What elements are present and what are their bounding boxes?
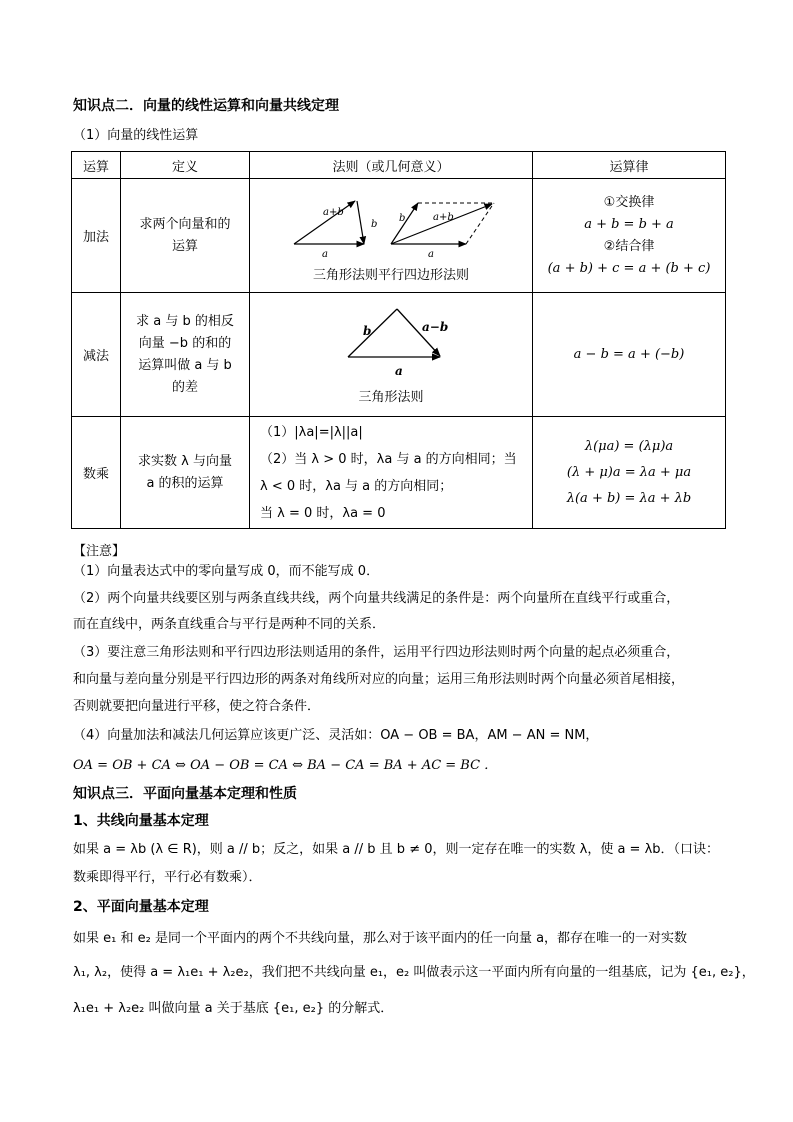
law-scalar-2: (λ + μ)a = λa + μa xyxy=(566,464,692,480)
subtraction-diagram xyxy=(256,301,526,381)
def-subtraction-line4: 的差 xyxy=(171,379,198,395)
op-addition: 加法 xyxy=(72,179,121,293)
rule-scalar-line1: （1）|λa|=|λ||a| xyxy=(260,424,363,440)
header-rule: 法则（或几何意义） xyxy=(250,152,533,179)
rule-addition xyxy=(250,179,533,293)
plane-theorem-line1: 如果 e₁ 和 e₂ 是同一个平面内的两个不共线向量，那么对于该平面内的任一向量 a，都存在唯一的一对实数 xyxy=(73,931,688,946)
section2-title: 知识点二．向量的线性运算和向量共线定理 xyxy=(73,98,339,114)
rule-scalar-line4: 当 λ = 0 时，λa = 0 xyxy=(260,505,386,521)
law-scalar-1: λ(μa) = (λμ)a xyxy=(584,438,674,454)
laws-scalar xyxy=(533,417,726,529)
law-subtraction: a − b = a + (−b) xyxy=(533,293,726,417)
sub-vector-b xyxy=(348,309,397,357)
op-subtraction: 减法 xyxy=(72,293,121,417)
note-3-line1: （3）要注意三角形法则和平行四边形法则适用的条件，运用平行四边形法则时两个向量的起点必须重合， xyxy=(73,645,680,660)
triangle-vector-b xyxy=(357,201,364,244)
def-subtraction-line1: 求 a 与 b 的相反 xyxy=(136,313,234,329)
header-operation: 运算 xyxy=(72,152,121,179)
collinear-theorem-line2: 数乘即得平行，平行必有数乘）． xyxy=(73,870,262,885)
rule-scalar-line3: λ < 0 时，λa 与 a 的方向相同； xyxy=(260,478,453,494)
note-4-line1: （4）向量加法和减法几何运算应该更广泛、灵活如：OA − OB = BA，AM − AN = NM， xyxy=(73,728,599,743)
para-label-sum: a+b xyxy=(433,211,454,223)
triangle-label-a: a xyxy=(322,248,328,260)
vector-operations-table xyxy=(71,151,726,529)
rule-subtraction xyxy=(250,293,533,417)
note-2-line1: （2）两个向量共线要区别与两条直线共线，两个向量共线满足的条件是：两个向量所在直线平行或重合， xyxy=(73,591,680,606)
para-label-a: a xyxy=(428,248,434,260)
def-scalar xyxy=(121,417,250,529)
plane-theorem-line3: λ₁e₁ + λ₂e₂ 叫做向量 a 关于基底 {e₁, e₂} 的分解式． xyxy=(73,1001,394,1016)
def-addition xyxy=(121,179,250,293)
collinear-theorem-line1: 如果 a = λb (λ ∈ R)，则 a // b；反之，如果 a // b 且 b ≠ 0，则一定存在唯一的实数 λ，使 a = λb．（口诀： xyxy=(73,842,720,857)
plane-theorem-title: 2、平面向量基本定理 xyxy=(73,899,209,915)
triangle-label-b: b xyxy=(371,218,378,230)
def-addition-line2: 运算 xyxy=(171,238,198,254)
header-laws: 运算律 xyxy=(533,152,726,179)
table-row-subtraction xyxy=(72,293,726,417)
def-subtraction-line3: 运算叫做 a 与 b xyxy=(138,357,232,373)
header-definition: 定义 xyxy=(121,152,250,179)
note-1: （1）向量表达式中的零向量写成 0，而不能写成 0． xyxy=(73,564,380,579)
rule-scalar xyxy=(250,417,533,529)
triangle-label-sum: a+b xyxy=(323,206,344,218)
law-commutative-title: ①交换律 xyxy=(603,194,655,210)
def-scalar-line1: 求实数 λ 与向量 xyxy=(138,453,232,469)
para-vector-sum xyxy=(391,204,492,244)
def-subtraction xyxy=(121,293,250,417)
law-scalar-3: λ(a + b) = λa + λb xyxy=(566,490,692,506)
section3-title: 知识点三．平面向量基本定理和性质 xyxy=(73,786,297,802)
note-2-line2: 而在直线中，两条直线重合与平行是两种不同的关系． xyxy=(73,617,386,632)
table-row-addition xyxy=(72,179,726,293)
law-associative-title: ②结合律 xyxy=(603,238,655,254)
def-subtraction-line2: 向量 −b 的和的 xyxy=(138,335,232,351)
table-row-scalar xyxy=(72,417,726,529)
laws-addition xyxy=(533,179,726,293)
collinear-theorem-title: 1、共线向量基本定理 xyxy=(73,813,209,829)
plane-theorem-line2: λ₁, λ₂，使得 a = λ₁e₁ + λ₂e₂，我们把不共线向量 e₁，e₂ 叫做表示这一平面内所有向量的一组基底，记为 {e₁, e₂}， xyxy=(73,965,755,980)
sub-label-diff: a−b xyxy=(422,319,449,334)
subtraction-rule-caption: 三角形法则 xyxy=(358,389,424,405)
para-label-b: b xyxy=(399,212,406,224)
law-commutative: a + b = b + a xyxy=(584,216,674,232)
sub-label-b: b xyxy=(363,323,372,338)
note-3-line3: 否则就要把向量进行平移，使之符合条件． xyxy=(73,699,321,714)
def-scalar-line2: a 的积的运算 xyxy=(146,475,224,491)
notes-title: 【注意】 xyxy=(73,544,126,559)
note-4-line2: OA = OB + CA ⇔ OA − OB = CA ⇔ BA − CA = BA + AC = BC ． xyxy=(73,758,498,773)
op-scalar: 数乘 xyxy=(72,417,121,529)
rule-scalar-line2: （2）当 λ > 0 时，λa 与 a 的方向相同；当 xyxy=(260,451,517,467)
def-addition-line1: 求两个向量和的 xyxy=(139,216,231,232)
addition-diagram xyxy=(256,189,526,261)
sub-label-a: a xyxy=(395,363,403,378)
section2-sub1: （1）向量的线性运算 xyxy=(73,128,199,143)
addition-rule-caption: 三角形法则平行四边形法则 xyxy=(312,267,469,283)
note-3-line2: 和向量与差向量分别是平行四边形的两条对角线所对应的向量；运用三角形法则时两个向量必须首尾相接， xyxy=(73,672,685,687)
law-associative: (a + b) + c = a + (b + c) xyxy=(547,260,711,276)
